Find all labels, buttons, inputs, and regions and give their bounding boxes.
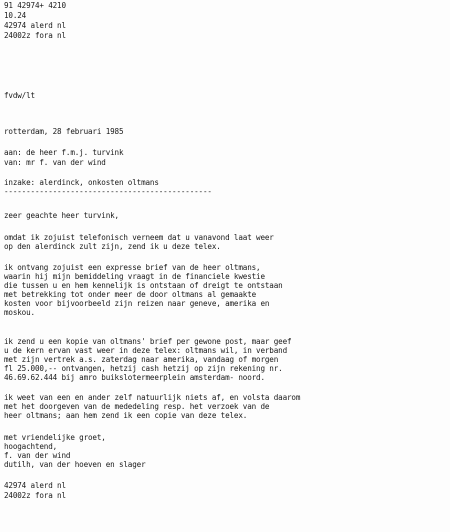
header-line-4: 24002z fora nl — [4, 31, 66, 40]
para3-line1: ik zend u een kopie van oltmans' brief per gewone post, maar geef — [4, 337, 292, 346]
from-line: van: mr f. van der wind — [4, 158, 106, 167]
signatory-firm: dutilh, van der hoeven en slager — [4, 460, 146, 469]
footer-line-2: 24002z fora nl — [4, 491, 66, 500]
para1-line2: op den alerdinck zult zijn, zend ik u deze telex. — [4, 242, 221, 251]
para2-line2: waarin hij mijn bemiddeling vraagt in de financiele kwestie — [4, 272, 265, 281]
signatory-name: f. van der wind — [4, 451, 71, 460]
para2-line4: met betrekking tot onder meer de door oltmans al gemaakte — [4, 290, 257, 299]
separator-line: ----------------------------------------------- — [4, 187, 212, 196]
para4-line3: heer oltmans; aan hem zend ik een copie van deze telex. — [4, 411, 248, 420]
para2-line6: moskou. — [4, 308, 35, 317]
header-line-3: 42974 alerd nl — [4, 21, 66, 30]
para4-line2: met het doorgeven van de mededeling resp. het verzoek van de — [4, 402, 270, 411]
header-line-2: 10.24 — [4, 11, 27, 20]
para2-line5: kosten voor bijvoorbeeld zijn reizen naar geneve, amerika en — [4, 299, 270, 308]
para3-line4: fl 25.000,-- ontvangen, hetzij cash hetzij op zijn rekening nr. — [4, 364, 283, 373]
para1-line1: omdat ik zojuist telefonisch verneem dat u vanavond laat weer — [4, 233, 274, 242]
para3-line2: u de kern ervan vast weer in deze telex: oltmans wil, in verband — [4, 346, 287, 355]
date-line: rotterdam, 28 februari 1985 — [4, 127, 124, 136]
para2-line3: die tussen u en hem kennelijk is ontstaan of dreigt te ontstaan — [4, 281, 283, 290]
para3-line3: met zijn vertrek a.s. zaterdag naar amerika, vandaag of morgen — [4, 355, 279, 364]
para4-line1: ik weet van een en ander zelf natuurlijk niets af, en volsta daarom — [4, 393, 301, 402]
reference: fvdw/lt — [4, 91, 35, 100]
salutation: zeer geachte heer turvink, — [4, 211, 119, 220]
subject-line: inzake: alerdinck, onkosten oltmans — [4, 178, 159, 187]
para3-line5: 46.69.62.444 bij amro buikslotermeerplein amsterdam- noord. — [4, 373, 265, 382]
closing-line2: hoogachtend, — [4, 442, 58, 451]
para2-line1: ik ontvang zojuist een expresse brief van de heer oltmans, — [4, 263, 261, 272]
header-line-1: 91 42974+ 4210 — [4, 1, 66, 10]
closing-line1: met vriendelijke groet, — [4, 433, 106, 442]
to-line: aan: de heer f.m.j. turvink — [4, 148, 124, 157]
footer-line-1: 42974 alerd nl — [4, 481, 66, 490]
